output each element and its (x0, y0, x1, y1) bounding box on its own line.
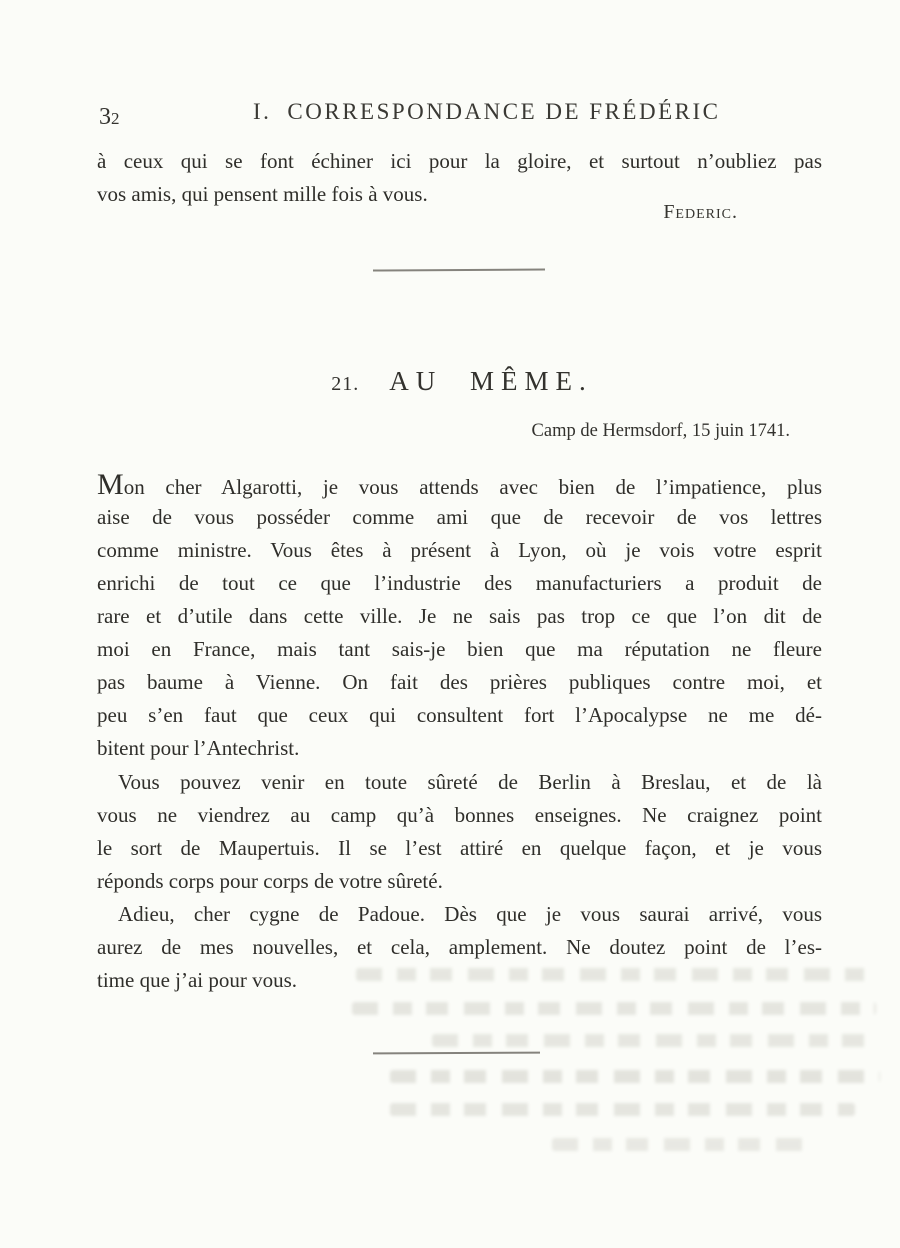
letter-title: AU MÊME. (389, 366, 593, 396)
text-line: pas baume à Vienne. On fait des prières publiques contre moi, et (97, 670, 822, 694)
text-line: moi en France, mais tant sais-je bien que ma réputation ne fleure (97, 637, 822, 661)
text-line: peu s’en faut que ceux qui consultent fort l’Apocalypse ne me dé- (97, 703, 822, 727)
bleedthrough-line (432, 1034, 880, 1047)
letter-paragraph-2 (97, 766, 822, 898)
drop-initial: M (97, 468, 124, 501)
running-title (253, 99, 720, 125)
letter-heading (12, 366, 900, 397)
text-line: Vous pouvez venir en toute sûreté de Berlin à Breslau, et de là (118, 770, 822, 794)
text-line-rest: on cher Algarotti, je vous attends avec bien de l’impatience, plus (123, 475, 822, 499)
separator-rule-top (373, 268, 545, 271)
text-line: vos amis, qui pensent mille fois à vous. (97, 182, 428, 206)
letter-paragraph-3 (97, 898, 822, 997)
text-line: enrichi de tout ce que l’industrie des manufacturiers a produit de (97, 571, 822, 595)
text-line: le sort de Maupertuis. Il se l’est attiré en quelque façon, et je vous (97, 836, 822, 860)
text-line: rare et d’utile dans cette ville. Je ne sais pas trop ce que l’on dit de (97, 604, 822, 628)
bleedthrough-line (390, 1103, 855, 1116)
bleedthrough-line (390, 1070, 880, 1083)
text-line: time que j’ai pour vous. (97, 968, 298, 992)
text-line (97, 468, 822, 501)
bleedthrough-line (356, 968, 874, 981)
bleedthrough-line (552, 1138, 804, 1151)
separator-rule-bottom (373, 1052, 540, 1054)
running-title-text: CORRESPONDANCE DE FRÉDÉRIC (287, 99, 721, 124)
text-line: aurez de mes nouvelles, et cela, amplement. Ne doutez point de l’es- (97, 935, 822, 959)
text-line: bitent pour l’Antechrist. (97, 736, 300, 760)
text-line: réponds corps pour corps de votre sûreté. (97, 869, 443, 893)
letter-number: 21. (331, 373, 360, 395)
section-numeral: I. (253, 99, 272, 124)
text-line: vous ne viendrez au camp qu’à bonnes enseignes. Ne craignez point (97, 803, 822, 827)
letter-paragraph-1 (97, 468, 822, 765)
text-line: comme ministre. Vous êtes à présent à Lyon, où je vois votre esprit (97, 538, 822, 562)
letter-dateline: Camp de Hermsdorf, 15 juin 1741. (531, 421, 790, 441)
text-line: aise de vous posséder comme ami que de recevoir de vos lettres (97, 505, 822, 529)
page-number: 32 (99, 104, 120, 130)
text-line: Adieu, cher cygne de Padoue. Dès que je vous saurai arrivé, vous (118, 902, 822, 926)
bleedthrough-line (352, 1002, 876, 1015)
text-line: à ceux qui se font échiner ici pour la gloire, et surtout n’oubliez pas (97, 149, 822, 173)
letter-signature: Federic. (663, 201, 738, 223)
